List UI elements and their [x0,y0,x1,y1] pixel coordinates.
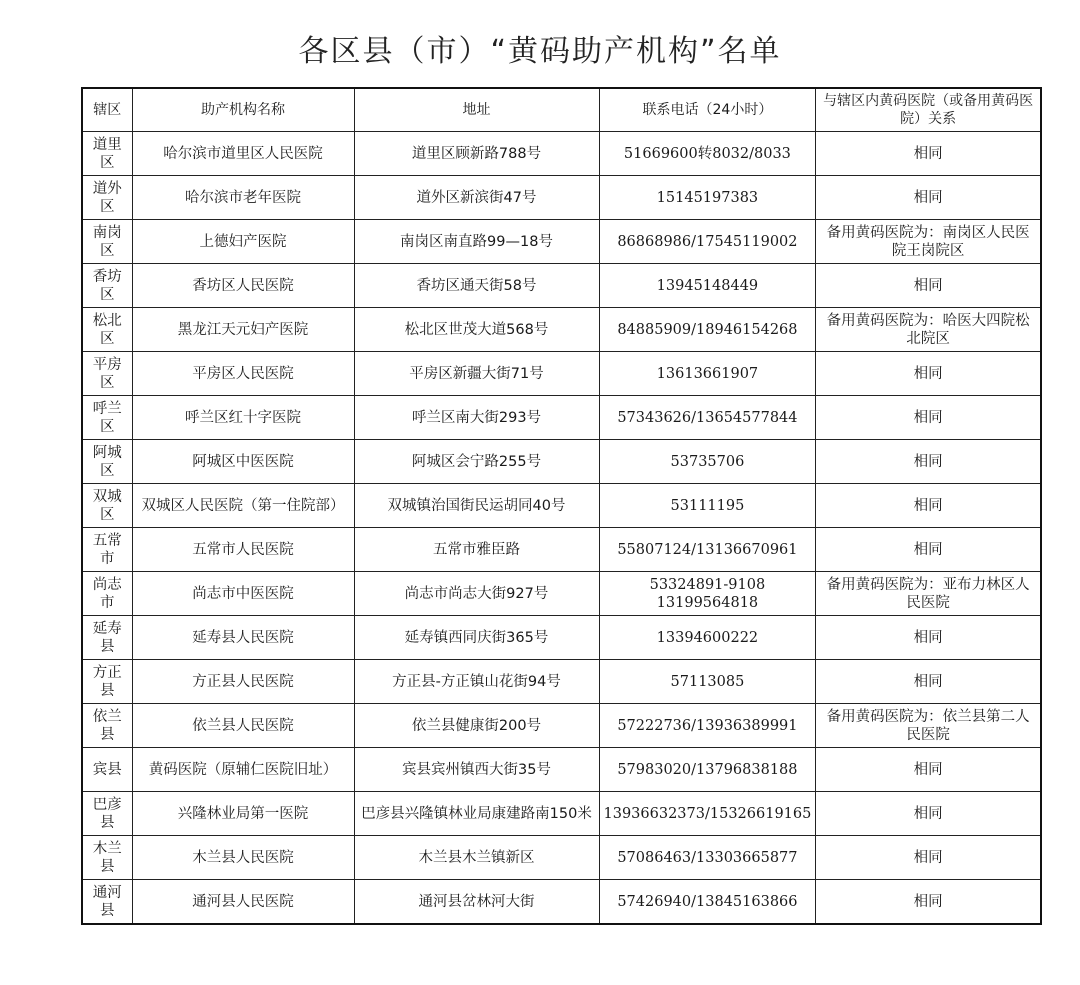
phone-cell: 57113085 [599,660,816,704]
relation-cell: 相同 [816,440,1041,484]
institution-name-cell: 木兰县人民医院 [132,836,354,880]
relation-cell: 相同 [816,616,1041,660]
table-row [82,836,1041,880]
phone-cell: 15145197383 [599,176,816,220]
relation-cell: 相同 [816,528,1041,572]
header-relation: 与辖区内黄码医院（或备用黄码医院）关系 [816,88,1041,132]
institution-name-cell: 兴隆林业局第一医院 [132,792,354,836]
table-row [82,220,1041,264]
institution-name-cell: 方正县人民医院 [132,660,354,704]
table-row [82,528,1041,572]
table-row [82,792,1041,836]
phone-cell: 86868986/17545119002 [599,220,816,264]
institution-name-cell: 呼兰区红十字医院 [132,396,354,440]
header-name: 助产机构名称 [132,88,354,132]
district-cell: 尚志市 [82,572,132,616]
institution-name-cell: 尚志市中医医院 [132,572,354,616]
institution-name-cell: 阿城区中医医院 [132,440,354,484]
table-row [82,484,1041,528]
address-cell: 巴彦县兴隆镇林业局康建路南150米 [354,792,599,836]
district-cell: 依兰县 [82,704,132,748]
phone-cell: 55807124/13136670961 [599,528,816,572]
table-row [82,572,1041,616]
relation-cell: 相同 [816,132,1041,176]
institution-name-cell: 依兰县人民医院 [132,704,354,748]
district-cell: 巴彦县 [82,792,132,836]
district-cell: 平房区 [82,352,132,396]
table-row [82,308,1041,352]
institution-name-cell: 哈尔滨市老年医院 [132,176,354,220]
district-cell: 通河县 [82,880,132,925]
header-row [82,88,1041,132]
table-row [82,440,1041,484]
table-body [82,132,1041,925]
institution-name-cell: 上德妇产医院 [132,220,354,264]
address-cell: 延寿镇西同庆街365号 [354,616,599,660]
relation-cell: 相同 [816,352,1041,396]
phone-cell: 53324891-9108 13199564818 [599,572,816,616]
district-cell: 呼兰区 [82,396,132,440]
table-row [82,880,1041,925]
relation-cell: 相同 [816,880,1041,925]
relation-cell: 相同 [816,484,1041,528]
phone-cell: 51669600转8032/8033 [599,132,816,176]
relation-cell: 备用黄码医院为：依兰县第二人民医院 [816,704,1041,748]
phone-cell: 53111195 [599,484,816,528]
address-cell: 道里区顾新路788号 [354,132,599,176]
relation-cell: 备用黄码医院为：哈医大四院松北院区 [816,308,1041,352]
district-cell: 五常市 [82,528,132,572]
district-cell: 香坊区 [82,264,132,308]
relation-cell: 相同 [816,660,1041,704]
district-cell: 道里区 [82,132,132,176]
address-cell: 五常市雅臣路 [354,528,599,572]
district-cell: 木兰县 [82,836,132,880]
district-cell: 南岗区 [82,220,132,264]
table-row [82,396,1041,440]
address-cell: 依兰县健康街200号 [354,704,599,748]
relation-cell: 相同 [816,264,1041,308]
address-cell: 平房区新疆大街71号 [354,352,599,396]
table-row [82,132,1041,176]
relation-cell: 备用黄码医院为：南岗区人民医院王岗院区 [816,220,1041,264]
phone-cell: 13613661907 [599,352,816,396]
address-cell: 香坊区通天街58号 [354,264,599,308]
address-cell: 松北区世茂大道568号 [354,308,599,352]
phone-cell: 57426940/13845163866 [599,880,816,925]
address-cell: 尚志市尚志大街927号 [354,572,599,616]
address-cell: 呼兰区南大街293号 [354,396,599,440]
phone-cell: 57343626/13654577844 [599,396,816,440]
institution-name-cell: 双城区人民医院（第一住院部） [132,484,354,528]
phone-cell: 13936632373/15326619165 [599,792,816,836]
table-row [82,704,1041,748]
phone-cell: 57086463/13303665877 [599,836,816,880]
institution-name-cell: 黑龙江天元妇产医院 [132,308,354,352]
header-phone: 联系电话（24小时） [599,88,816,132]
phone-cell: 57222736/13936389991 [599,704,816,748]
table-row [82,176,1041,220]
table-row [82,616,1041,660]
district-cell: 方正县 [82,660,132,704]
page-title: 各区县（市）“黄码助产机构”名单 [298,34,782,69]
institution-name-cell: 香坊区人民医院 [132,264,354,308]
institution-name-cell: 通河县人民医院 [132,880,354,925]
address-cell: 道外区新滨街47号 [354,176,599,220]
relation-cell: 备用黄码医院为：亚布力林区人民医院 [816,572,1041,616]
district-cell: 双城区 [82,484,132,528]
district-cell: 阿城区 [82,440,132,484]
relation-cell: 相同 [816,396,1041,440]
hospital-table [81,87,1042,925]
institution-name-cell: 五常市人民医院 [132,528,354,572]
table-row [82,352,1041,396]
table-row [82,748,1041,792]
institution-name-cell: 哈尔滨市道里区人民医院 [132,132,354,176]
header-address: 地址 [354,88,599,132]
district-cell: 道外区 [82,176,132,220]
address-cell: 南岗区南直路99—18号 [354,220,599,264]
phone-cell: 13945148449 [599,264,816,308]
institution-name-cell: 平房区人民医院 [132,352,354,396]
district-cell: 宾县 [82,748,132,792]
institution-name-cell: 黄码医院（原辅仁医院旧址） [132,748,354,792]
phone-cell: 84885909/18946154268 [599,308,816,352]
relation-cell: 相同 [816,176,1041,220]
phone-cell: 53735706 [599,440,816,484]
district-cell: 松北区 [82,308,132,352]
phone-cell: 13394600222 [599,616,816,660]
relation-cell: 相同 [816,792,1041,836]
address-cell: 宾县宾州镇西大街35号 [354,748,599,792]
address-cell: 阿城区会宁路255号 [354,440,599,484]
relation-cell: 相同 [816,836,1041,880]
table-row [82,660,1041,704]
relation-cell: 相同 [816,748,1041,792]
header-district: 辖区 [82,88,132,132]
table-row [82,264,1041,308]
phone-cell: 57983020/13796838188 [599,748,816,792]
address-cell: 木兰县木兰镇新区 [354,836,599,880]
address-cell: 方正县-方正镇山花街94号 [354,660,599,704]
district-cell: 延寿县 [82,616,132,660]
institution-name-cell: 延寿县人民医院 [132,616,354,660]
address-cell: 双城镇治国街民运胡同40号 [354,484,599,528]
address-cell: 通河县岔林河大街 [354,880,599,925]
